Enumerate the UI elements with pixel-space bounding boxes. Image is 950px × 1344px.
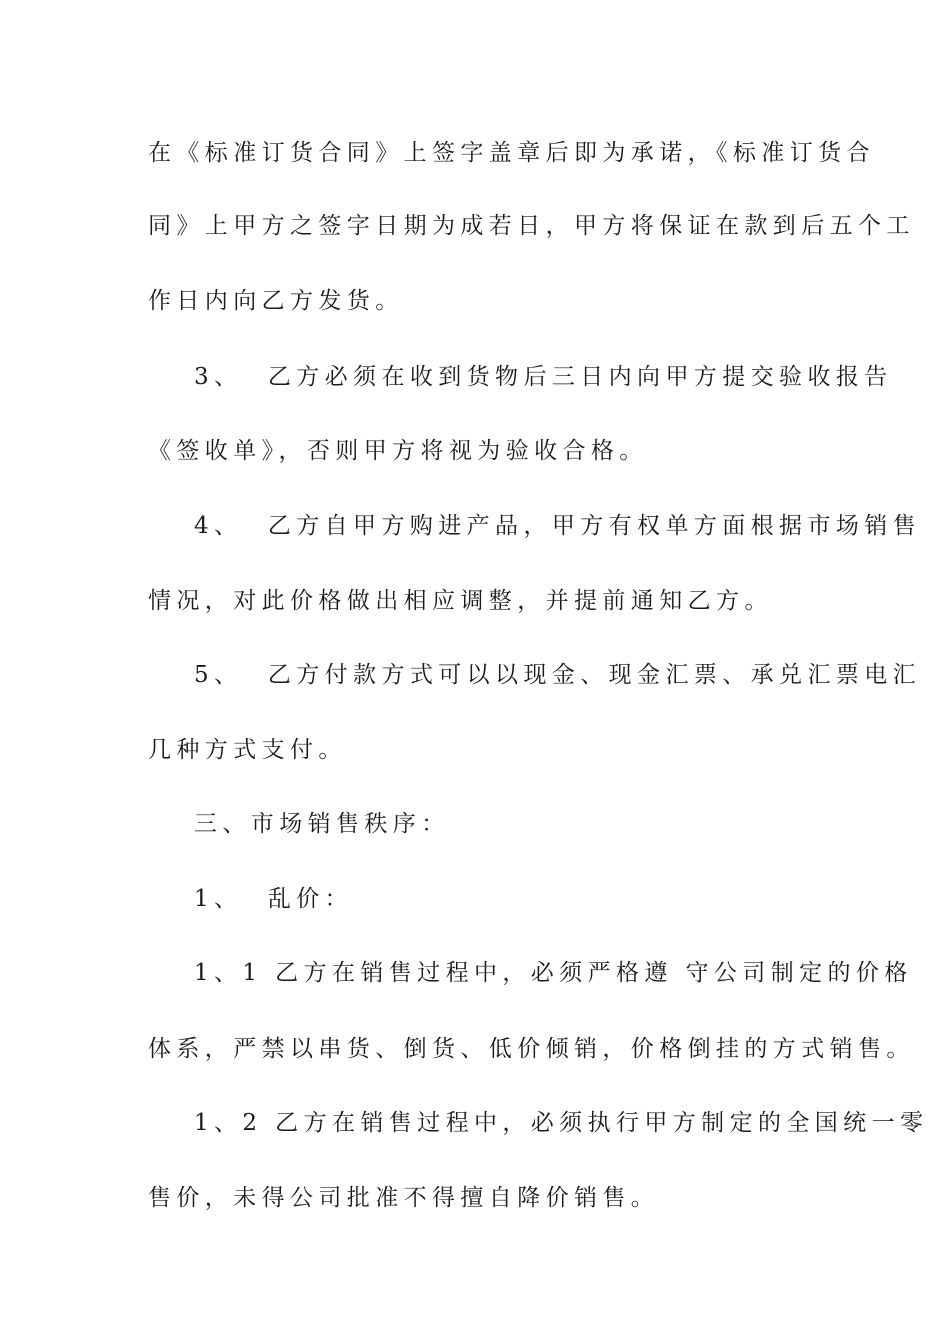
text-line: 体系，严禁以串货、倒货、低价倾销，价格倒挂的方式销售。 <box>148 1036 915 1062</box>
clause-1-1-line: 1、1 乙方在销售过程中，必须严格遵 守公司制定的价格 <box>194 960 913 986</box>
subsection-heading: 1、 乱价： <box>194 886 354 912</box>
paragraph-4-line: 4、 乙方自甲方购进产品，甲方有权单方面根据市场销售 <box>194 513 922 539</box>
clause-1-2-line: 1、2 乙方在销售过程中，必须执行甲方制定的全国统一零 <box>194 1110 929 1136</box>
text-line: 几种方式支付。 <box>148 737 347 763</box>
text-line: 售价，未得公司批准不得擅自降价销售。 <box>148 1185 660 1211</box>
text-line: 情况，对此价格做出相应调整，并提前通知乙方。 <box>148 588 773 614</box>
text-line: 作日内向乙方发货。 <box>148 288 404 314</box>
paragraph-5-line: 5、 乙方付款方式可以以现金、现金汇票、承兑汇票电汇 <box>194 662 922 688</box>
section-heading: 三、市场销售秩序： <box>194 811 450 837</box>
paragraph-3-line: 3、 乙方必须在收到货物后三日内向甲方提交验收报告 <box>194 364 893 390</box>
text-line: 《签收单》，否则甲方将视为验收合格。 <box>148 438 648 464</box>
text-line: 同》上甲方之签字日期为成若日，甲方将保证在款到后五个工 <box>148 213 915 239</box>
text-line: 在《标准订货合同》上签字盖章后即为承诺，《标准订货合 <box>148 140 875 166</box>
